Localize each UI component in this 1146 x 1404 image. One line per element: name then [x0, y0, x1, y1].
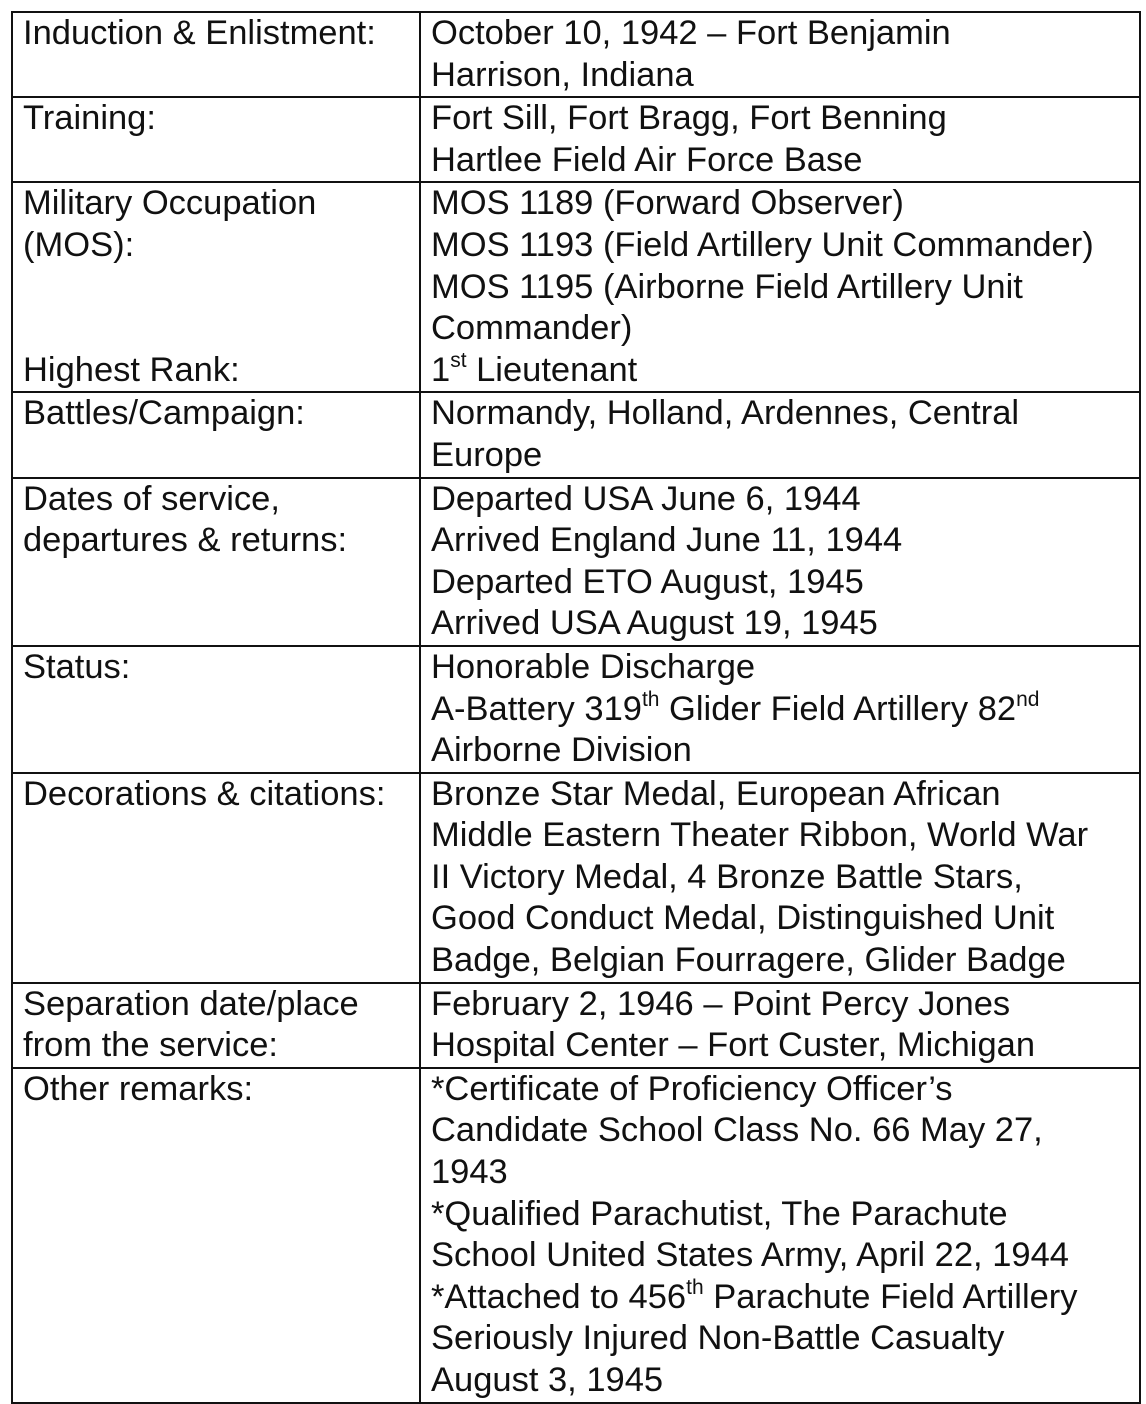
value-line: MOS 1193 (Field Artillery Unit Commander) — [431, 225, 1094, 264]
unit-artillery: Glider Field Artillery 82 — [659, 689, 1017, 728]
value-line: Departed USA June 6, 1944 — [431, 479, 861, 518]
value-line: Hartlee Field Air Force Base — [431, 140, 863, 179]
value-line: Harrison, Indiana — [431, 55, 694, 94]
label-line: (MOS): — [23, 225, 135, 264]
row-value — [420, 983, 1140, 1068]
value-line: *Qualified Parachutist, The Parachute — [431, 1194, 1008, 1233]
value-line: February 2, 1946 – Point Percy Jones — [431, 984, 1011, 1023]
value-line: Europe — [431, 435, 543, 474]
value-line: Middle Eastern Theater Ribbon, World War — [431, 816, 1089, 855]
row-value — [420, 478, 1140, 646]
unit-battery: A-Battery 319 — [431, 689, 642, 728]
value-line: School United States Army, April 22, 1944 — [431, 1236, 1069, 1275]
value-line: II Victory Medal, 4 Bronze Battle Stars, — [431, 857, 1023, 896]
row-value — [420, 392, 1140, 477]
label-line: Battles/Campaign: — [23, 394, 305, 433]
value-line: Seriously Injured Non-Battle Casualty — [431, 1319, 1005, 1358]
row-value — [420, 97, 1140, 182]
table-row — [12, 392, 1140, 477]
value-line: October 10, 1942 – Fort Benjamin — [431, 14, 951, 52]
label-line: from the service: — [23, 1026, 278, 1065]
value-line: Commander) — [431, 309, 633, 348]
rank-text: Lieutenant — [466, 350, 638, 389]
row-label — [12, 478, 420, 646]
value-line: Arrived USA August 19, 1945 — [431, 604, 878, 643]
table-row — [12, 97, 1140, 182]
label-line: Status: — [23, 647, 131, 686]
table-row — [12, 12, 1140, 97]
value-line: Normandy, Holland, Ardennes, Central — [431, 394, 1020, 433]
value-line: 1943 — [431, 1153, 508, 1192]
value-line: Departed ETO August, 1945 — [431, 562, 864, 601]
label-line: Military Occupation — [23, 184, 317, 223]
label-line: Other remarks: — [23, 1069, 254, 1108]
attached-prefix: *Attached to 456 — [431, 1277, 687, 1316]
rank-label: Highest Rank: — [23, 350, 240, 389]
value-line: Honorable Discharge — [431, 647, 756, 686]
row-label — [12, 392, 420, 477]
row-label — [12, 97, 420, 182]
service-record-table — [11, 11, 1141, 1404]
table-row — [12, 646, 1140, 773]
row-value — [420, 773, 1140, 983]
row-label — [12, 983, 420, 1068]
attached-suffix: th — [686, 1275, 704, 1299]
unit-battery-suffix: th — [641, 687, 660, 711]
label-line: Training: — [23, 99, 156, 138]
table-row — [12, 773, 1140, 983]
table-row — [12, 983, 1140, 1068]
row-label — [12, 12, 420, 97]
row-value — [420, 12, 1140, 97]
row-label — [12, 1068, 420, 1403]
rank-suffix: st — [450, 348, 467, 372]
attached-line — [431, 1277, 1139, 1319]
value-line: Arrived England June 11, 1944 — [431, 521, 903, 560]
label-line: departures & returns: — [23, 521, 348, 560]
row-value — [420, 1068, 1140, 1403]
table-row — [12, 478, 1140, 646]
value-line: Fort Sill, Fort Bragg, Fort Benning — [431, 99, 947, 138]
label-line: Separation date/place — [23, 984, 359, 1023]
table-row — [12, 182, 1140, 392]
row-label — [12, 182, 420, 392]
label-line: Induction & Enlistment: — [23, 14, 376, 52]
value-line: Hospital Center – Fort Custer, Michigan — [431, 1026, 1036, 1065]
value-line: Airborne Division — [431, 731, 692, 770]
value-line: Good Conduct Medal, Distinguished Unit — [431, 899, 1055, 938]
value-line: MOS 1195 (Airborne Field Artillery Unit — [431, 267, 1023, 306]
value-line: Bronze Star Medal, European African — [431, 774, 1001, 813]
label-line: Decorations & citations: — [23, 774, 386, 813]
label-line: Dates of service, — [23, 479, 280, 518]
value-line: Badge, Belgian Fourragere, Glider Badge — [431, 941, 1066, 980]
row-value — [420, 646, 1140, 773]
attached-unit: Parachute Field Artillery — [703, 1277, 1078, 1316]
unit-artillery-suffix: nd — [1016, 687, 1040, 711]
value-line: August 3, 1945 — [431, 1361, 664, 1399]
value-line: MOS 1189 (Forward Observer) — [431, 184, 904, 223]
table-row — [12, 1068, 1140, 1403]
row-label — [12, 773, 420, 983]
rank-number: 1 — [431, 350, 451, 389]
row-value — [420, 182, 1140, 392]
value-line: Candidate School Class No. 66 May 27, — [431, 1111, 1043, 1150]
value-line: *Certificate of Proficiency Officer’s — [431, 1069, 953, 1108]
rank-value — [431, 350, 1139, 392]
unit-line — [431, 689, 1139, 731]
row-label — [12, 646, 420, 773]
